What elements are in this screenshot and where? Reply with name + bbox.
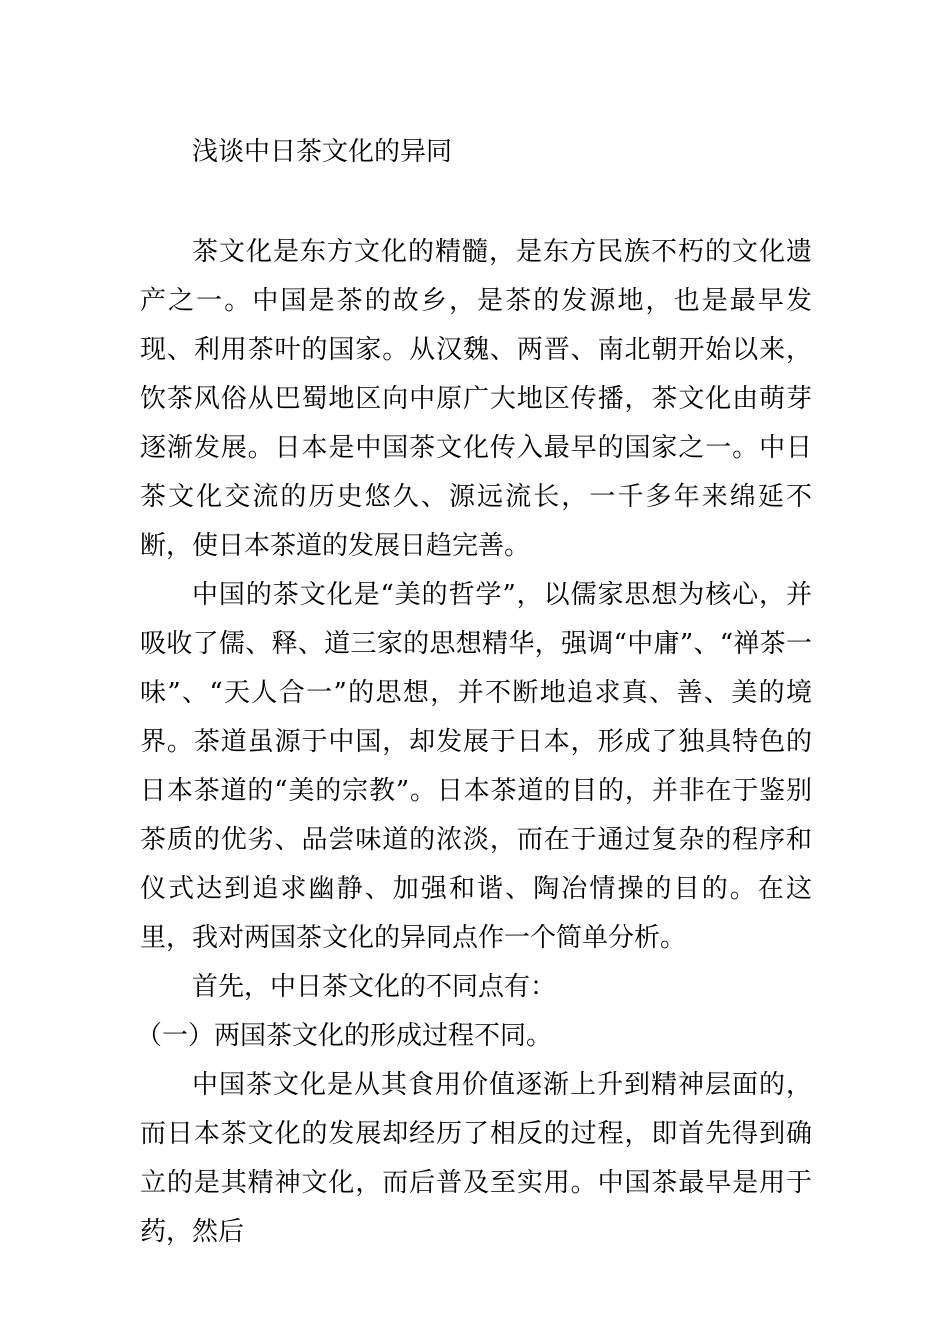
paragraph-intro: 茶文化是东方文化的精髓，是东方民族不朽的文化遗产之一。中国是茶的故乡，是茶的发源地，也是最早发现、利用茶叶的国家。从汉魏、两晋、南北朝开始以来，饮茶风俗从巴蜀地区向中原广大地区传播，茶文化由萌芽逐渐发展。日本是中国茶文化传入最早的国家之一。中日茶文化交流的历史悠久、源远流长，一千多年来绵延不断，使日本茶道的发展日趋完善。 (140, 237, 812, 561)
document-body (136, 228, 812, 1257)
section-heading-1: （一）两国茶文化的形成过程不同。 (136, 1021, 553, 1051)
paragraph-differences-lead: 首先，中日茶文化的不同点有： (192, 972, 557, 1002)
document-title: 浅谈中日茶文化的异同 (192, 137, 453, 167)
paragraph-formation: 中国茶文化是从其食用价值逐渐上升到精神层面的，而日本茶文化的发展却经历了相反的过程，即首先得到确立的是其精神文化，而后普及至实用。中国茶最早是用于药，然后 (140, 1070, 812, 1247)
paragraph-philosophy: 中国的茶文化是“美的哲学”，以儒家思想为核心，并吸收了儒、释、道三家的思想精华，强调“中庸”、“禅茶一味”、“天人合一”的思想，并不断地追求真、善、美的境界。茶道虽源于中国，却发展于日本，形成了独具特色的日本茶道的“美的宗教”。日本茶道的目的，并非在于鉴别茶质的优劣、品尝味道的浓淡，而在于通过复杂的程序和仪式达到追求幽静、加强和谐、陶冶情操的目的。在这里，我对两国茶文化的异同点作一个简单分析。 (140, 580, 812, 953)
